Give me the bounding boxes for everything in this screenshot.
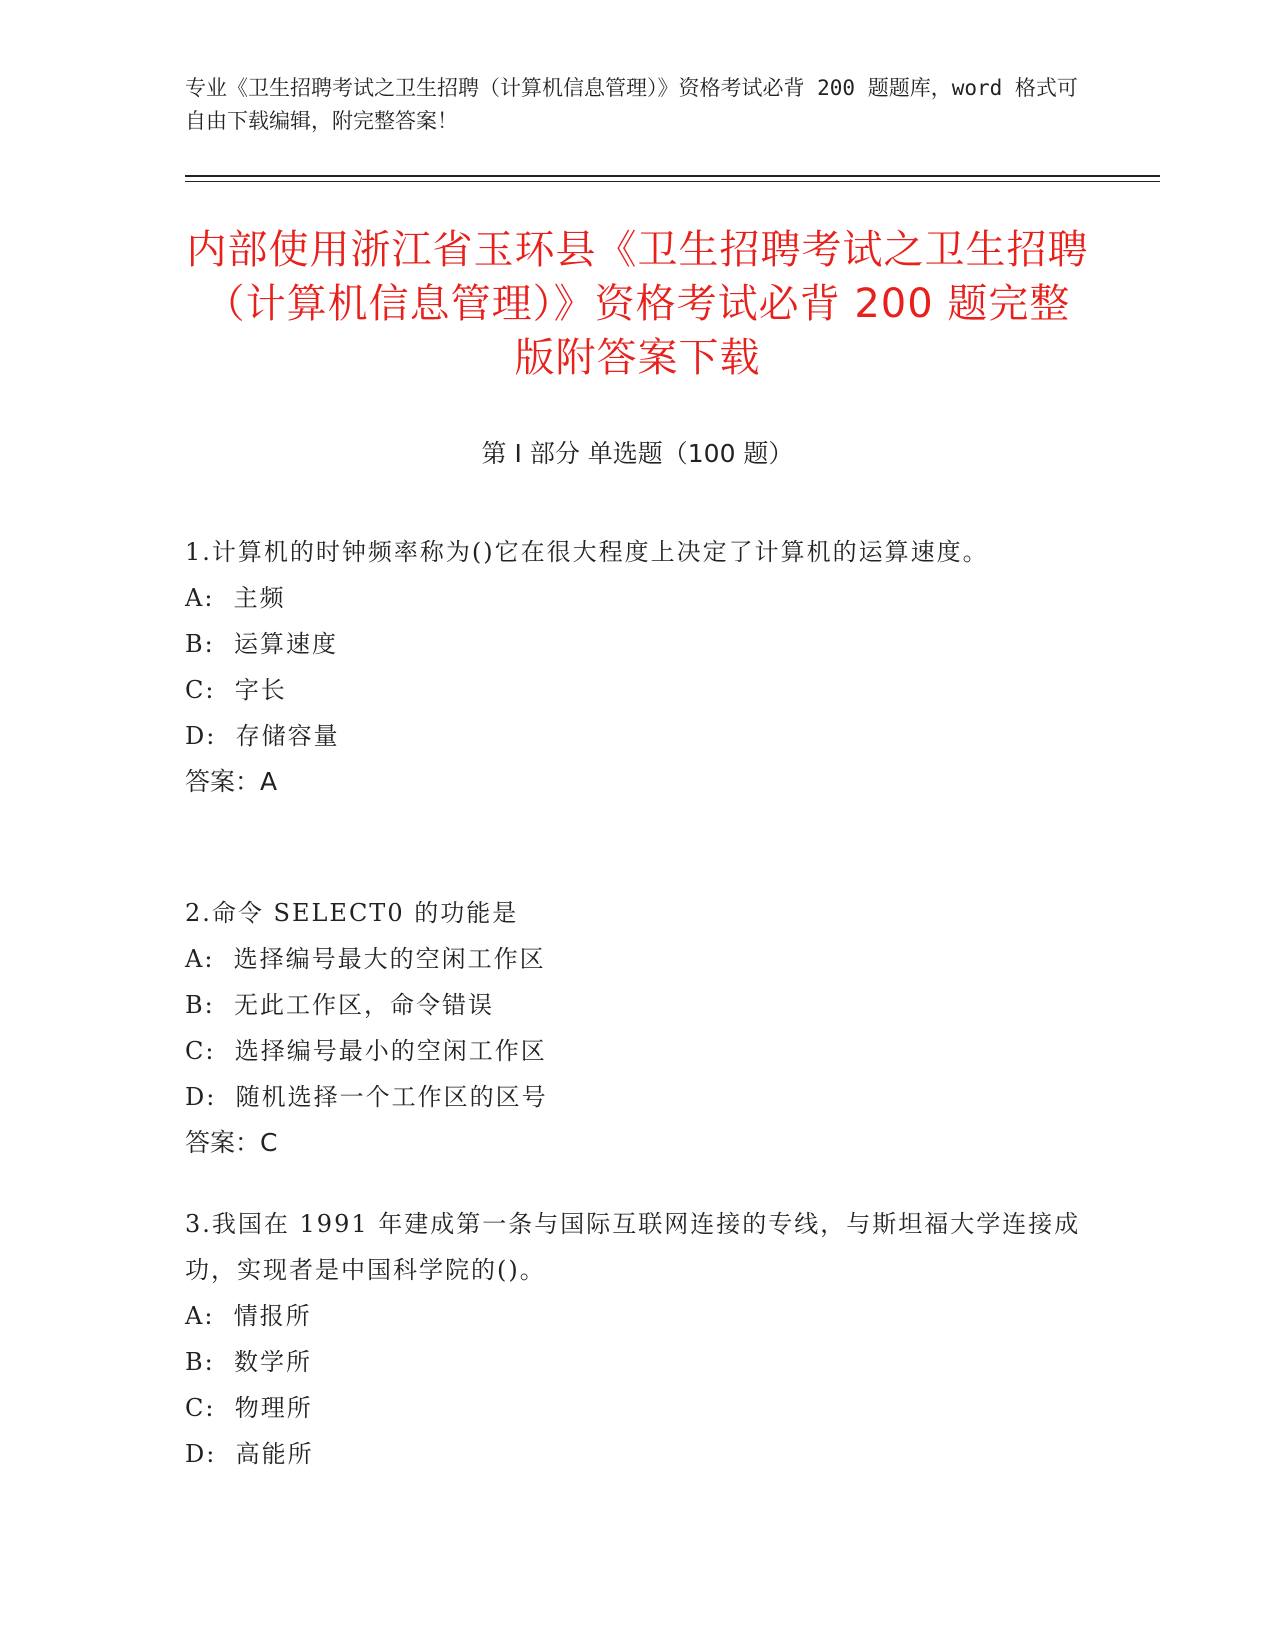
question-stem: 3.我国在 1991 年建成第一条与国际互联网连接的专线，与斯坦福大学连接成功，实现者是中国科学院的()。: [185, 1210, 1081, 1284]
question-1: [185, 529, 1085, 805]
question-stem: 2.命令 SELECT0 的功能是: [185, 899, 519, 927]
header-rule-thin: [185, 181, 1160, 182]
answer-line: 答案：C: [185, 1128, 278, 1157]
option-d: D: 随机选择一个工作区的区号: [185, 1083, 548, 1111]
option-c: C: 字长: [185, 676, 287, 704]
option-b: B: 运算速度: [185, 630, 338, 658]
header-rule-thick: [185, 175, 1160, 177]
question-2: [185, 890, 1085, 1166]
option-a: A: 情报所: [185, 1302, 312, 1330]
option-b: B: 数学所: [185, 1348, 312, 1376]
option-a: A: 选择编号最大的空闲工作区: [185, 945, 546, 973]
option-a: A: 主频: [185, 584, 286, 612]
header-note: 专业《卫生招聘考试之卫生招聘（计算机信息管理）》资格考试必背 200 题题库，word 格式可自由下载编辑，附完整答案！: [185, 76, 1078, 133]
question-3: [185, 1201, 1085, 1477]
option-b: B: 无此工作区，命令错误: [185, 991, 494, 1019]
section-heading: 第 I 部分 单选题（100 题）: [481, 439, 794, 468]
option-d: D: 存储容量: [185, 722, 340, 750]
option-c: C: 物理所: [185, 1394, 313, 1422]
option-c: C: 选择编号最小的空闲工作区: [185, 1037, 547, 1065]
question-stem: 1.计算机的时钟频率称为()它在很大程度上决定了计算机的运算速度。: [185, 538, 989, 566]
answer-line: 答案：A: [185, 767, 278, 796]
document-title: 内部使用浙江省玉环县《卫生招聘考试之卫生招聘（计算机信息管理）》资格考试必背 200 题完整版附答案下载: [186, 227, 1089, 381]
option-d: D: 高能所: [185, 1440, 314, 1468]
